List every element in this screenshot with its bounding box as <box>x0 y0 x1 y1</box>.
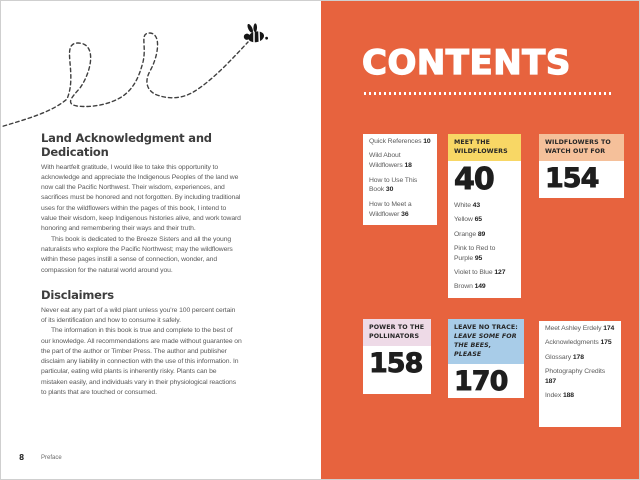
chapter-page-number-158: 158 <box>369 347 423 379</box>
chapter-header-leave-no-trace <box>448 319 524 364</box>
dotted-divider <box>364 92 612 95</box>
toc-entry-violet-to-blue: Violet to Blue 127 <box>454 269 506 277</box>
leave-no-trace-line-1: LEAVE NO TRACE: <box>454 324 518 331</box>
disclaimers-heading: Disclaimers <box>41 287 114 302</box>
running-section-label: Preface <box>41 454 62 461</box>
toc-box-wildflowers-to-watch-out-for <box>539 134 624 198</box>
toc-entry-yellow: Yellow 65 <box>454 216 482 224</box>
left-page-text-column <box>41 132 242 398</box>
left-page-footer <box>1 453 321 465</box>
chapter-header-meet-the-wildflowers: MEET THE WILDFLOWERS <box>448 134 521 161</box>
toc-entry-wild-about-wildflowers: Wild About Wildflowers 18 <box>369 152 412 170</box>
contents-page <box>321 1 640 480</box>
toc-entry-index: Index 188 <box>545 392 574 400</box>
land-acknowledgment-heading: Land Acknowledgment and Dedication <box>41 131 212 159</box>
section-land-acknowledgment <box>41 132 242 276</box>
chapter-page-number-154: 154 <box>545 162 599 194</box>
disclaimers-paragraph-2: The information in this book is true and complete to the best of our knowledge. All recommendations are made without guarantee on the part of the author or Timber Press. The author and publisher disclaim any liability in connection with the use of this information. In particular, eating wild plants is inherently risky. Plants can be mistaken easily, and individuals vary in their physiological reactions to plants that are touched or consumed. <box>41 327 242 397</box>
toc-box-leave-no-trace <box>448 319 524 398</box>
chapter-page-number-40: 40 <box>454 161 494 197</box>
toc-box-power-to-the-pollinators <box>363 319 431 394</box>
toc-box-back-matter <box>539 321 621 427</box>
left-page <box>1 1 321 480</box>
toc-entry-orange: Orange 89 <box>454 230 486 238</box>
chapter-header-power-to-the-pollinators: POWER TO THE POLLINATORS <box>363 319 431 346</box>
toc-entry-how-to-meet-a-wildflower: How to Meet a Wildflower 36 <box>369 200 412 218</box>
bee-icon <box>241 20 268 45</box>
leave-no-trace-line-2: LEAVE SOME FOR THE BEES, PLEASE <box>454 332 517 358</box>
toc-box-meet-the-wildflowers <box>448 134 521 298</box>
toc-entry-how-to-use-this-book: How to Use This Book 30 <box>369 176 418 194</box>
flight-path-dotted-line <box>1 33 248 128</box>
contents-title: CONTENTS <box>362 43 571 83</box>
land-acknowledgment-paragraph-1: With heartfelt gratitude, I would like to take this opportunity to acknowledge and appreciate the Indigenous Peoples of the land we now call the Pacific Northwest. Their wisdom, experiences, and sacrifices must be honored and not forgotten. By including traditional uses for the wildflowers within the pages of this book, I intend to value their wisdom, keep Indigenous histories alive, and work toward honoring and remembering their ways and their truth. <box>41 163 241 233</box>
toc-entry-white: White 43 <box>454 201 481 209</box>
toc-entry-pink-to-red-to-purple: Pink to Red to Purple 95 <box>454 244 496 262</box>
toc-entry-quick-references: Quick References 10 <box>369 138 431 145</box>
chapter-header-wildflowers-to-watch-out-for: WILDFLOWERS TO WATCH OUT FOR <box>539 134 624 161</box>
toc-entry-photography-credits: Photography Credits 187 <box>545 368 606 385</box>
toc-entry-glossary: Glossary 178 <box>545 353 584 361</box>
toc-entry-acknowledgments: Acknowledgments 175 <box>545 339 612 347</box>
section-disclaimers <box>41 289 242 398</box>
land-acknowledgment-paragraph-2: This book is dedicated to the Breeze Sisters and all the young naturalists who explore the Pacific Northwest; may the wildflowers within these pages instill a sense of connection, wonder, and compassion for the natural world around you. <box>41 235 233 274</box>
disclaimers-paragraph-1: Never eat any part of a wild plant unless you're 100 percent certain of its identification and how to consume it safely. <box>41 306 236 324</box>
toc-entry-meet-ashley-erdely: Meet Ashley Erdely 174 <box>545 325 615 332</box>
page-number: 8 <box>19 453 25 462</box>
toc-entry-brown: Brown 149 <box>454 283 486 291</box>
toc-box-front-matter <box>363 134 437 225</box>
chapter-page-number-170: 170 <box>454 365 508 397</box>
